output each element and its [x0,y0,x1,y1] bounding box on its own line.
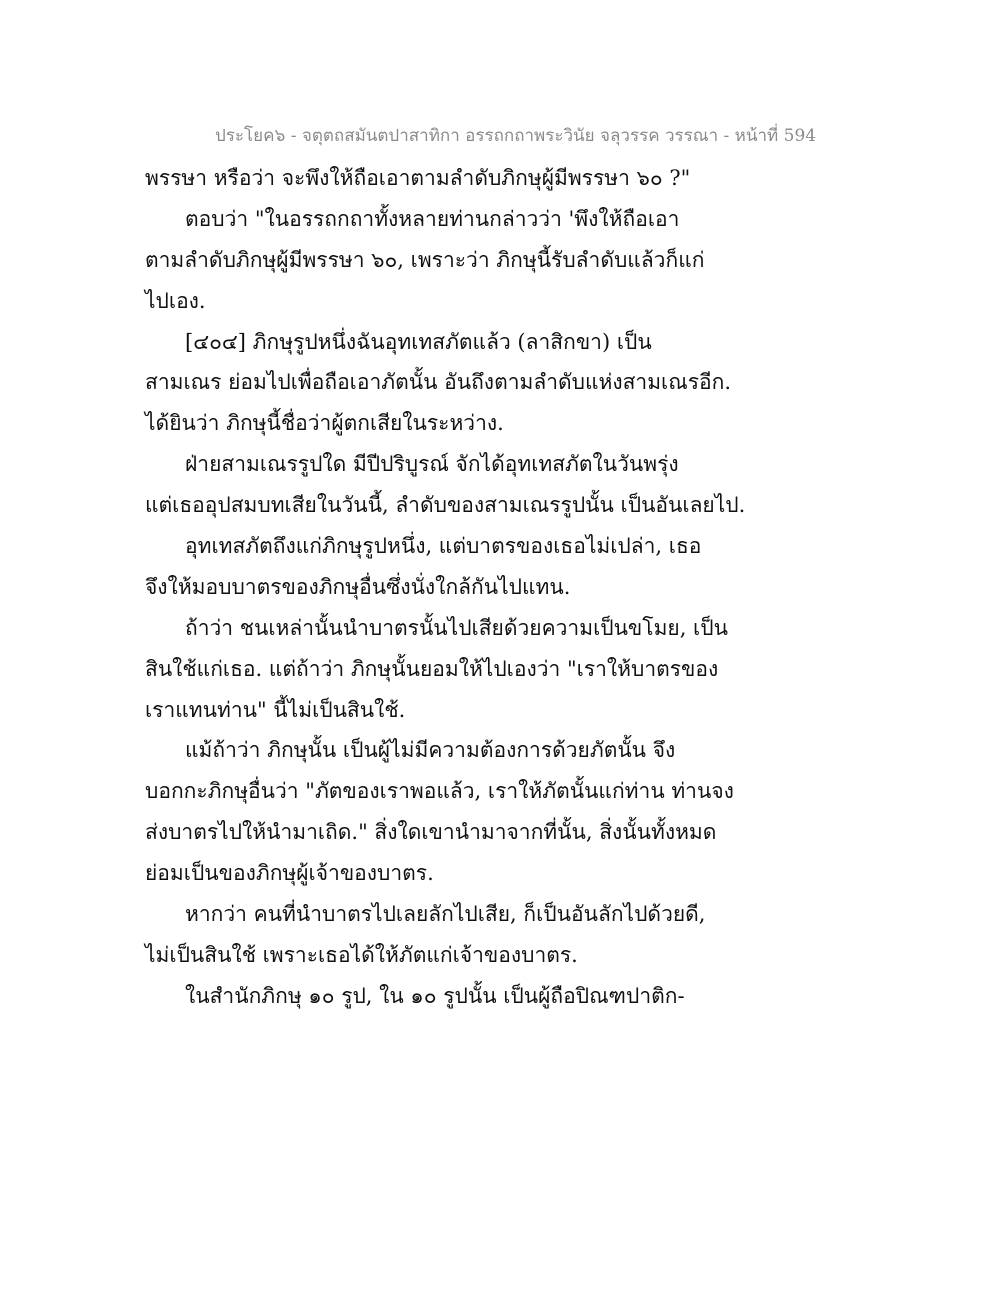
text-line: ไปเอง. [145,288,206,313]
text-line: พรรษา หรือว่า จะพึงให้ถือเอาตามลำดับภิกษุผู้มีพรรษา ๖๐ ?" [145,166,691,190]
text-line: แม้ถ้าว่า ภิกษุนั้น เป็นผู้ไม่มีความต้องการด้วยภัตนั้น จึง [185,738,676,763]
text-line: ถ้าว่า ชนเหล่านั้นนำบาตรนั้นไปเสียด้วยความเป็นขโมย, เป็น [185,615,728,640]
text-line: ในสำนักภิกษุ ๑๐ รูป, ใน ๑๐ รูปนั้น เป็นผู้ถือปิณฑปาติก- [185,983,685,1008]
text-line: ได้ยินว่า ภิกษุนี้ชื่อว่าผู้ตกเสียในระหว่าง. [145,411,504,436]
text-line: ไม่เป็นสินใช้ เพราะเธอได้ให้ภัตแก่เจ้าของบาตร. [145,942,578,967]
text-line: แต่เธออุปสมบทเสียในวันนี้, ลำดับของสามเณรรูปนั้น เป็นอันเลยไป. [145,493,746,518]
text-line: สินใช้แก่เธอ. แต่ถ้าว่า ภิกษุนั้นยอมให้ไปเองว่า "เราให้บาตรของ [145,656,719,681]
text-line: อุทเทสภัตถึงแก่ภิกษุรูปหนึ่ง, แต่บาตรของเธอไม่เปล่า, เธอ [185,534,702,559]
text-line: จึงให้มอบบาตรของภิกษุอื่นซึ่งนั่งใกล้กันไปแทน. [145,574,571,599]
text-line: ตอบว่า "ในอรรถกถาทั้งหลายท่านกล่าวว่า 'พึงให้ถือเอา [185,206,680,231]
text-line: บอกกะภิกษุอื่นว่า "ภัตของเราพอแล้ว, เราให้ภัตนั้นแก่ท่าน ท่านจง [145,779,734,804]
text-line: ตามลำดับภิกษุผู้มีพรรษา ๖๐, เพราะว่า ภิกษุนี้รับลำดับแล้วก็แก่ [145,247,705,272]
text-line: ส่งบาตรไปให้นำมาเถิด." สิ่งใดเขานำมาจากที่นั้น, สิ่งนั้นทั้งหมด [145,820,717,845]
text-line: [๔๐๔] ภิกษุรูปหนึ่งฉันอุทเทสภัตแล้ว (ลาสิกขา) เป็น [185,329,652,354]
text-line: ฝ่ายสามเณรรูปใด มีปีปริบูรณ์ จักได้อุทเทสภัตในวันพรุ่ง [185,452,679,477]
text-line: หากว่า คนที่นำบาตรไปเลยลักไปเสีย, ก็เป็นอันลักไปด้วยดี, [185,902,706,927]
page-header: ประโยค๖ - จตุตถสมันตปาสาทิกา อรรถกถาพระวินัย จลุวรรค วรรณา - หน้าที่ 594 [215,126,817,146]
body-text [145,158,746,1017]
text-line: ย่อมเป็นของภิกษุผู้เจ้าของบาตร. [145,861,434,886]
text-line: สามเณร ย่อมไปเพื่อถือเอาภัตนั้น อันถึงตามลำดับแห่งสามเณรอีก. [145,370,731,395]
text-line: เราแทนท่าน" นี้ไม่เป็นสินใช้. [145,697,406,722]
